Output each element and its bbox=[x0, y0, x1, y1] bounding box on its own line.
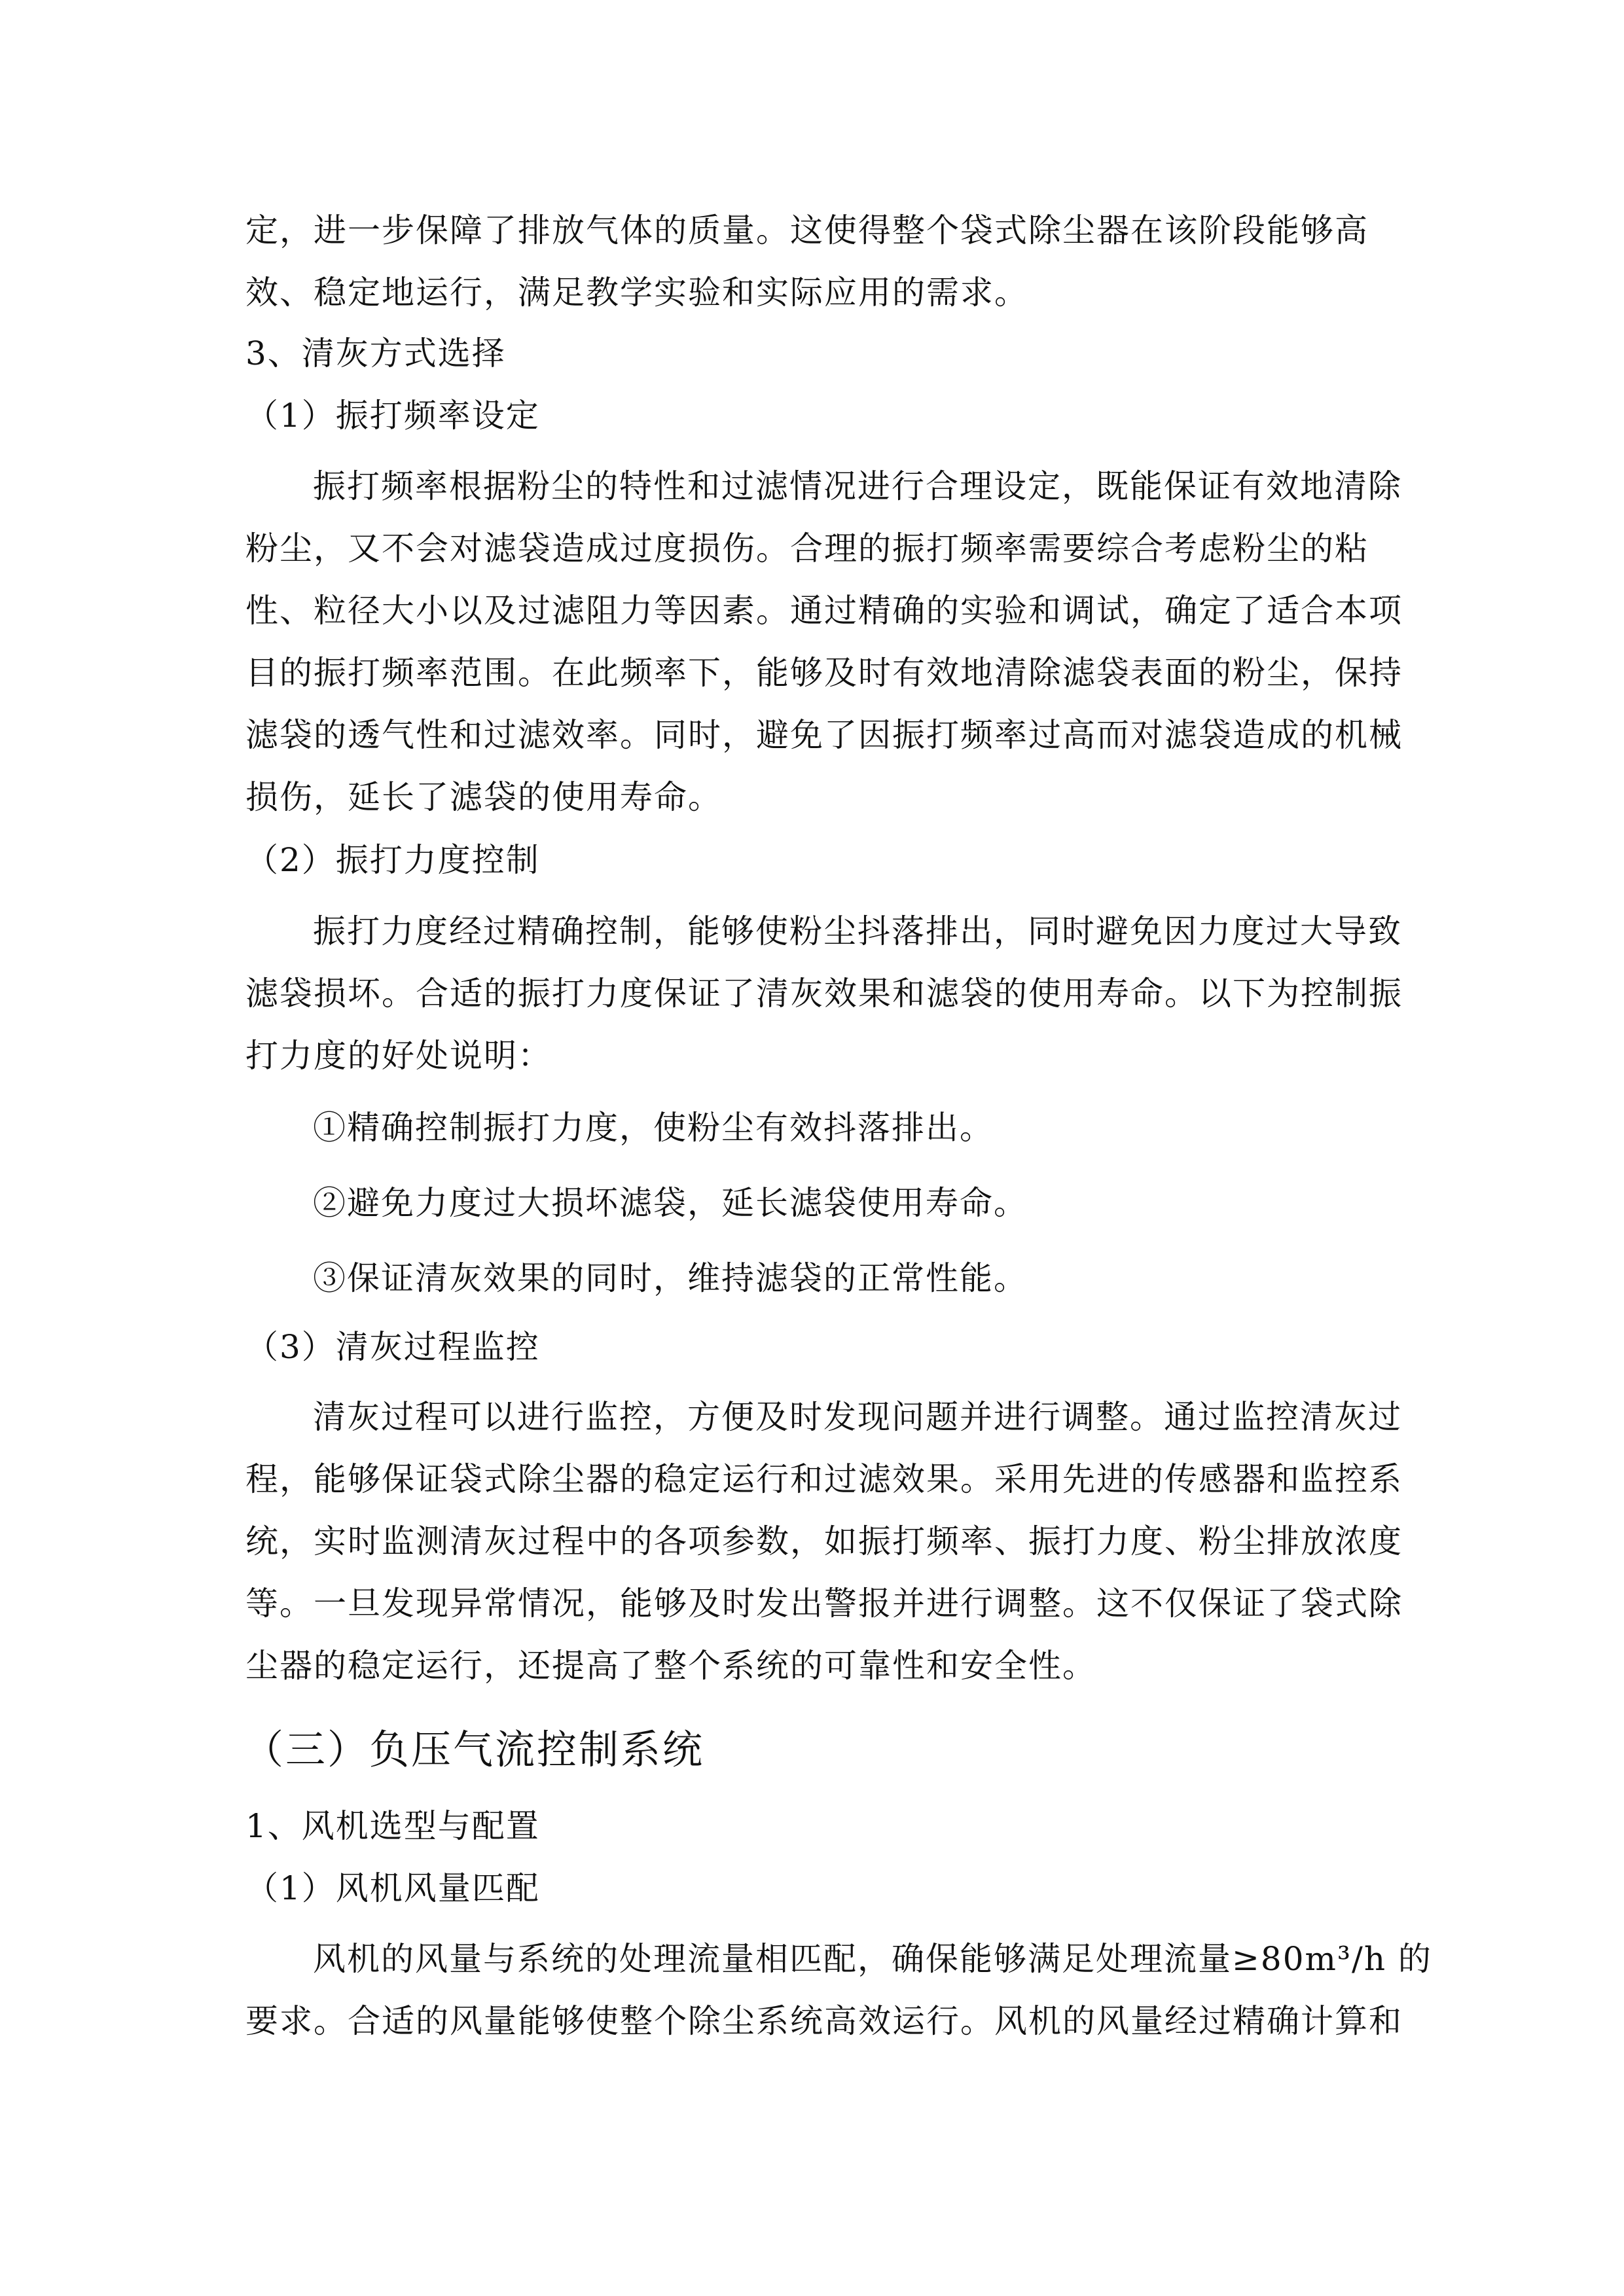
paragraph-line: 尘器的稳定运行，还提高了整个系统的可靠性和安全性。 bbox=[245, 1647, 1096, 1685]
paragraph-line: 目的振打频率范围。在此频率下，能够及时有效地清除滤袋表面的粉尘，保持 bbox=[245, 654, 1403, 692]
subheading: （3）清灰过程监控 bbox=[245, 1328, 540, 1366]
list-item: ②避免力度过大损坏滤袋，延长滤袋使用寿命。 bbox=[313, 1184, 1028, 1222]
subheading: （2）振打力度控制 bbox=[245, 841, 540, 879]
paragraph-line: 损伤，延长了滤袋的使用寿命。 bbox=[245, 778, 722, 816]
paragraph-line: 定，进一步保障了排放气体的质量。这使得整个袋式除尘器在该阶段能够高 bbox=[245, 211, 1369, 249]
list-item: ①精确控制振打力度，使粉尘有效抖落排出。 bbox=[313, 1109, 994, 1147]
paragraph-line: 振打频率根据粉尘的特性和过滤情况进行合理设定，既能保证有效地清除 bbox=[313, 467, 1402, 505]
paragraph-line: 统，实时监测清灰过程中的各项参数，如振打频率、振打力度、粉尘排放浓度 bbox=[245, 1522, 1403, 1560]
list-item: ③保证清灰效果的同时，维持滤袋的正常性能。 bbox=[313, 1259, 1028, 1297]
section-heading: （三）负压气流控制系统 bbox=[244, 1727, 705, 1773]
subheading: （1）振打频率设定 bbox=[245, 397, 540, 435]
paragraph-line: 滤袋损坏。合适的振打力度保证了清灰效果和滤袋的使用寿命。以下为控制振 bbox=[245, 975, 1403, 1013]
paragraph-line: 等。一旦发现异常情况，能够及时发出警报并进行调整。这不仅保证了袋式除 bbox=[245, 1585, 1403, 1623]
paragraph-line: 滤袋的透气性和过滤效率。同时，避免了因振打频率过高而对滤袋造成的机械 bbox=[245, 716, 1403, 754]
paragraph-line: 打力度的好处说明： bbox=[245, 1037, 552, 1075]
paragraph-line: 性、粒径大小以及过滤阻力等因素。通过精确的实验和调试，确定了适合本项 bbox=[245, 592, 1403, 630]
paragraph-line: 粉尘，又不会对滤袋造成过度损伤。合理的振打频率需要综合考虑粉尘的粘 bbox=[245, 529, 1369, 567]
paragraph-line: 风机的风量与系统的处理流量相匹配，确保能够满足处理流量≥80m³/h 的 bbox=[313, 1940, 1432, 1978]
paragraph-line: 程，能够保证袋式除尘器的稳定运行和过滤效果。采用先进的传感器和监控系 bbox=[245, 1460, 1403, 1498]
paragraph-line: 振打力度经过精确控制，能够使粉尘抖落排出，同时避免因力度过大导致 bbox=[313, 912, 1402, 950]
subheading: 1、风机选型与配置 bbox=[245, 1807, 540, 1845]
paragraph-line: 清灰过程可以进行监控，方便及时发现问题并进行调整。通过监控清灰过 bbox=[313, 1398, 1402, 1436]
paragraph-line: 效、稳定地运行，满足教学实验和实际应用的需求。 bbox=[245, 274, 1028, 312]
subheading: （1）风机风量匹配 bbox=[245, 1869, 540, 1907]
paragraph-line: 要求。合适的风量能够使整个除尘系统高效运行。风机的风量经过精确计算和 bbox=[245, 2002, 1403, 2040]
subheading: 3、清灰方式选择 bbox=[245, 334, 506, 372]
